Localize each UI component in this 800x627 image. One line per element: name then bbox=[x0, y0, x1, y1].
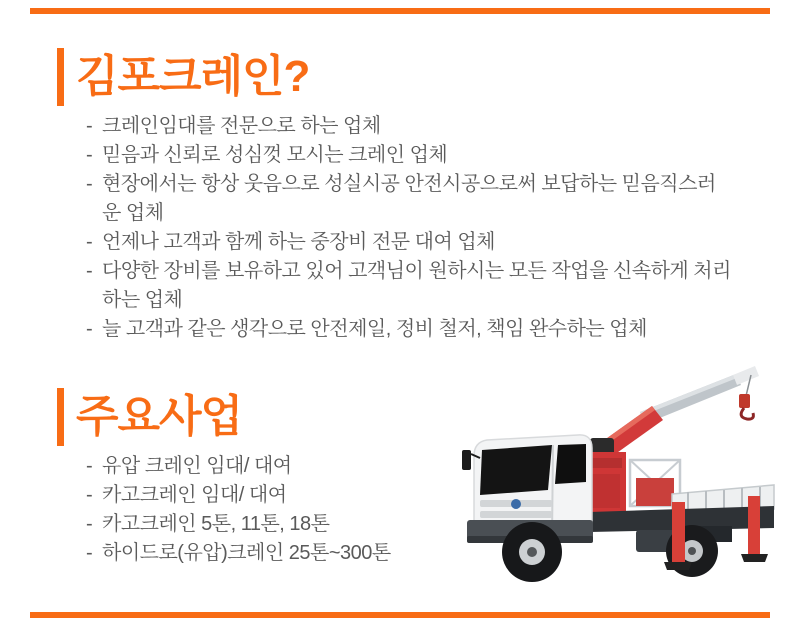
bottom-accent-bar bbox=[30, 612, 770, 618]
list-item-text: 유압 크레인 임대/ 대여 bbox=[102, 455, 292, 477]
list-item bbox=[86, 141, 734, 170]
list-item-text: 현장에서는 항상 웃음으로 성실시공 안전시공으로써 보답하는 믿음직스러운 업체 bbox=[102, 173, 716, 224]
bullet-dash: - bbox=[86, 231, 93, 253]
bullet-dash: - bbox=[86, 144, 93, 166]
list-item-text: 믿음과 신뢰로 성심껏 모시는 크레인 업체 bbox=[102, 144, 448, 166]
bullet-dash: - bbox=[86, 484, 93, 506]
bullet-dash: - bbox=[86, 455, 93, 477]
list-item-text: 다양한 장비를 보유하고 있어 고객님이 원하시는 모든 작업을 신속하게 처리하는 업체 bbox=[102, 260, 731, 311]
bullet-dash: - bbox=[86, 173, 93, 195]
bullet-dash: - bbox=[86, 513, 93, 535]
bullet-dash: - bbox=[86, 115, 93, 137]
list-item-text: 언제나 고객과 함께 하는 중장비 전문 대여 업체 bbox=[102, 231, 495, 253]
list-item-text: 크레인임대를 전문으로 하는 업체 bbox=[102, 115, 381, 137]
list-item bbox=[86, 315, 734, 344]
bullet-dash: - bbox=[86, 260, 93, 282]
company-intro-list bbox=[86, 112, 734, 344]
list-item bbox=[86, 228, 734, 257]
list-item bbox=[86, 112, 734, 141]
list-item-text: 늘 고객과 같은 생각으로 안전제일, 정비 철저, 책임 완수하는 업체 bbox=[102, 318, 647, 340]
list-item-text: 하이드로(유압)크레인 25톤~300톤 bbox=[102, 542, 391, 564]
list-item bbox=[86, 257, 734, 315]
list-item-text: 카고크레인 임대/ 대여 bbox=[102, 484, 287, 506]
bullet-dash: - bbox=[86, 318, 93, 340]
bullet-dash: - bbox=[86, 542, 93, 564]
list-item-text: 카고크레인 5톤, 11톤, 18톤 bbox=[102, 513, 330, 535]
top-accent-bar bbox=[30, 8, 770, 14]
section-title-company: 김포크레인? bbox=[57, 48, 309, 106]
section-title-business: 주요사업 bbox=[57, 388, 242, 446]
list-item bbox=[86, 170, 734, 228]
crane-truck-image bbox=[440, 354, 790, 594]
